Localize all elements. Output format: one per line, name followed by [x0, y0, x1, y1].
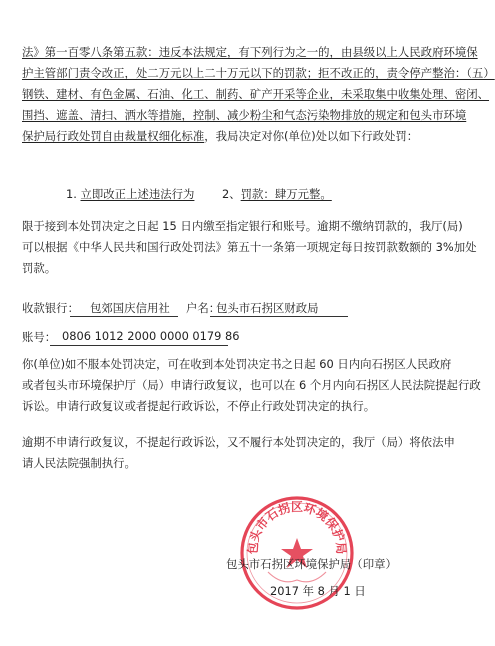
bank-underline — [70, 316, 178, 317]
enforcement-line-2: 请人民法院强制执行。 — [22, 456, 136, 470]
legal-line-5b: ，我局决定对你(单位)处以如下行政处罚： — [204, 129, 419, 143]
svg-text:包头市石拐区环境保护局: 包头市石拐区环境保护局 — [245, 500, 349, 555]
account-name-underline — [210, 316, 348, 317]
issuing-authority: 包头市石拐区环境保护局（印章） — [226, 557, 397, 571]
legal-line-5a: 保护局行政处罚自由裁量权细化标准 — [22, 129, 205, 143]
account-number-value: 0806 1012 2000 0000 0179 86 — [62, 329, 240, 343]
payment-line-2: 可以根据《中华人民共和国行政处罚法》第五十一条第一项规定每日按罚款数额的 3%加处 — [22, 240, 477, 254]
appeal-line-1: 你(单位)如不服本处罚决定，可在收到本处罚决定书之日起 60 日内向石拐区人民政府 — [22, 357, 452, 371]
legal-line-4: 围挡、遮盖、清扫、洒水等措施，控制、减少粉尘和气态污染物排放的规定和包头市环境 — [22, 108, 467, 122]
legal-line-1: 法》第一百零八条第五款：违反本法规定，有下列行为之一的，由县级以上人民政府环境保 — [22, 45, 478, 59]
issue-date: 2017 年 8 月 1 日 — [270, 584, 366, 598]
legal-line-3: 钢铁、建材、有色金属、石油、化工、制药、矿产开采等企业，未采取集中收集处理、密闭、 — [22, 87, 490, 101]
enforcement-line-1: 逾期不申请行政复议，不提起行政诉讼，又不履行本处罚决定的，我厅（局）将依法申 — [22, 435, 455, 449]
penalty-item-2: 2、罚款：肆万元整。 — [222, 187, 332, 201]
payment-line-1: 限于接到本处罚决定之日起 15 日内缴至指定银行和账号。逾期不缴纳罚款的，我厅(局) — [22, 219, 463, 233]
payment-paragraph — [22, 216, 477, 279]
account-number-label: 账号： — [22, 330, 57, 344]
legal-line-2: 护主管部门责令改正，处二万元以上二十万元以下的罚款；拒不改正的，责令停产整治：（五） — [22, 66, 495, 80]
legal-basis-paragraph — [22, 42, 495, 147]
account-name-value: 包头市石拐区财政局 — [216, 301, 319, 315]
account-name-label: 户名： — [186, 301, 221, 315]
bank-label: 收款银行： — [22, 301, 79, 315]
account-number-underline — [50, 345, 228, 346]
appeal-line-2: 或者包头市环境保护厅（局）申请行政复议，也可以在 6 个月内向石拐区人民法院提起行政 — [22, 378, 481, 392]
appeal-paragraph — [22, 354, 481, 417]
appeal-line-3: 诉讼。申请行政复议或者提起行政诉讼，不停止行政处罚决定的执行。 — [22, 399, 376, 413]
payment-line-3: 罚款。 — [22, 261, 57, 275]
penalty-item-1: 1. 立即改正上述违法行为 — [66, 187, 195, 201]
enforcement-paragraph — [22, 432, 455, 474]
bank-value: 包郊国庆信用社 — [90, 301, 170, 315]
